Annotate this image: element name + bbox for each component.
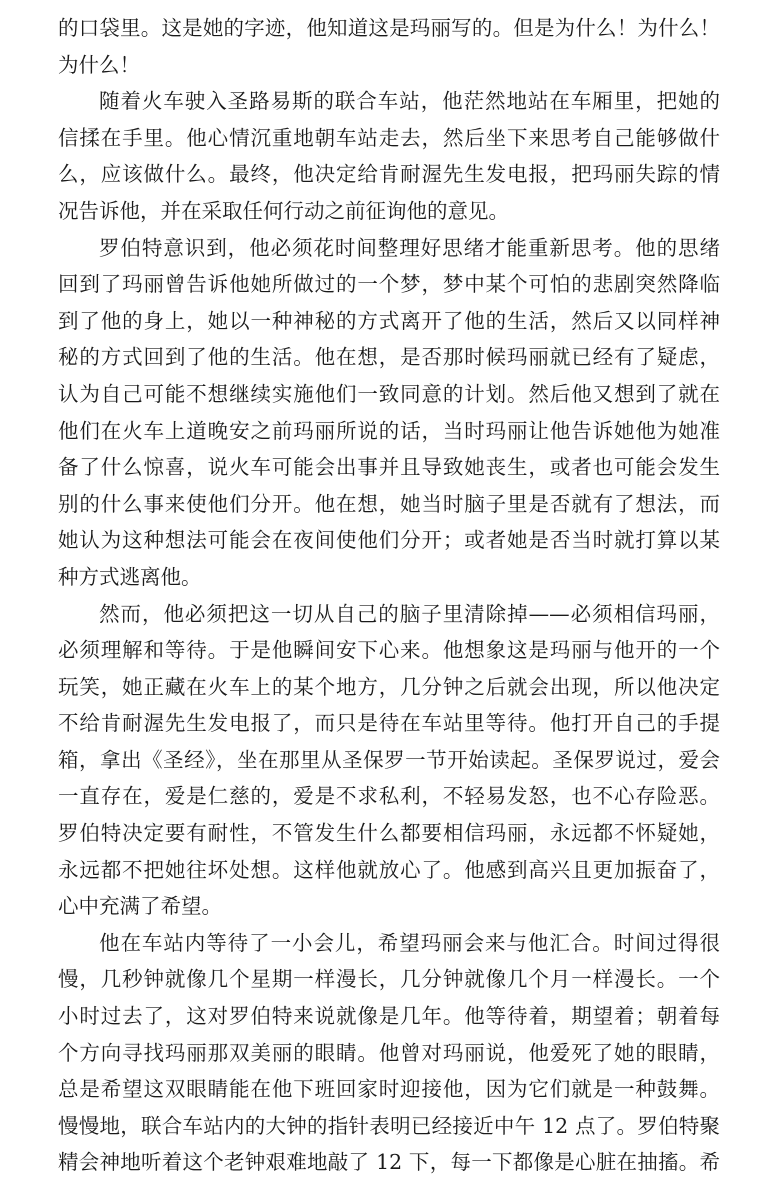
text-line: 罗伯特意识到，他必须花时间整理好思绪才能重新思考。他的思绪 xyxy=(99,235,720,260)
text-line: 总是希望这双眼睛能在他下班回家时迎接他，因为它们就是一种鼓舞。 xyxy=(58,1077,720,1102)
text-line: 信揉在手里。他心情沉重地朝车站走去，然后坐下来思考自己能够做什 xyxy=(58,125,720,150)
text-line: 小时过去了，这对罗伯特来说就像是几年。他等待着，期望着；朝着每 xyxy=(58,1004,720,1029)
text-line: 的口袋里。这是她的字迹，他知道这是玛丽写的。但是为什么！为什么！ xyxy=(58,16,720,40)
text-line: 永远都不把她往坏处想。这样他就放心了。他感到高兴且更加振奋了， xyxy=(58,857,720,882)
text-line: 心中充满了希望。 xyxy=(58,894,222,919)
text-line: 为什么！ xyxy=(58,52,140,77)
text-line: 他在车站内等待了一小会儿，希望玛丽会来与他汇合。时间过得很 xyxy=(99,930,720,955)
text-line: 况告诉他，并在采取任何行动之前征询他的意见。 xyxy=(58,198,509,223)
text-line: 不给肯耐渥先生发电报了，而只是待在车站里等待。他打开自己的手提 xyxy=(58,711,720,736)
text-line: 秘的方式回到了他的生活。他在想，是否那时候玛丽就已经有了疑虑， xyxy=(58,345,720,370)
text-line: 随着火车驶入圣路易斯的联合车站，他茫然地站在车厢里，把她的 xyxy=(99,89,720,114)
text-line: 回到了玛丽曾告诉他她所做过的一个梦，梦中某个可怕的悲剧突然降临 xyxy=(58,272,720,297)
text-line: 别的什么事来使他们分开。他在想，她当时脑子里是否就有了想法，而 xyxy=(58,491,720,516)
text-line: 种方式逃离他。 xyxy=(58,564,202,589)
text-line: 认为自己可能不想继续实施他们一致同意的计划。然后他又想到了就在 xyxy=(58,381,720,406)
text-line: 她认为这种想法可能会在夜间使他们分开；或者她是否当时就打算以某 xyxy=(58,528,720,553)
text-line: 备了什么惊喜，说火车可能会出事并且导致她丧生，或者也可能会发生 xyxy=(58,455,720,480)
text-line: 必须理解和等待。于是他瞬间安下心来。他想象这是玛丽与他开的一个 xyxy=(58,638,720,663)
text-line: 慢慢地，联合车站内的大钟的指针表明已经接近中午 12 点了。罗伯特聚 xyxy=(58,1113,720,1138)
text-line: 然而，他必须把这一切从自己的脑子里清除掉——必须相信玛丽， xyxy=(99,601,720,626)
text-line: 精会神地听着这个老钟艰难地敲了 12 下，每一下都像是心脏在抽搐。希 xyxy=(58,1150,720,1175)
text-line: 他们在火车上道晚安之前玛丽所说的话，当时玛丽让他告诉她他为她准 xyxy=(58,418,720,443)
text-line: 罗伯特决定要有耐性，不管发生什么都要相信玛丽，永远都不怀疑她， xyxy=(58,821,720,846)
text-line: 个方向寻找玛丽那双美丽的眼睛。他曾对玛丽说，他爱死了她的眼睛， xyxy=(58,1040,720,1065)
text-line: 一直存在，爱是仁慈的，爱是不求私利，不轻易发怒，也不心存险恶。 xyxy=(58,784,720,809)
text-line: 慢，几秒钟就像几个星期一样漫长，几分钟就像几个月一样漫长。一个 xyxy=(58,967,720,992)
body-text xyxy=(58,10,720,1181)
text-line: 到了他的身上，她以一种神秘的方式离开了他的生活，然后又以同样神 xyxy=(58,308,720,333)
text-line: 箱，拿出《圣经》，坐在那里从圣保罗一节开始读起。圣保罗说过，爱会 xyxy=(58,747,720,772)
text-line: 么，应该做什么。最终，他决定给肯耐渥先生发电报，把玛丽失踪的情 xyxy=(58,162,720,187)
text-line: 玩笑，她正藏在火车上的某个地方，几分钟之后就会出现，所以他决定 xyxy=(58,674,720,699)
